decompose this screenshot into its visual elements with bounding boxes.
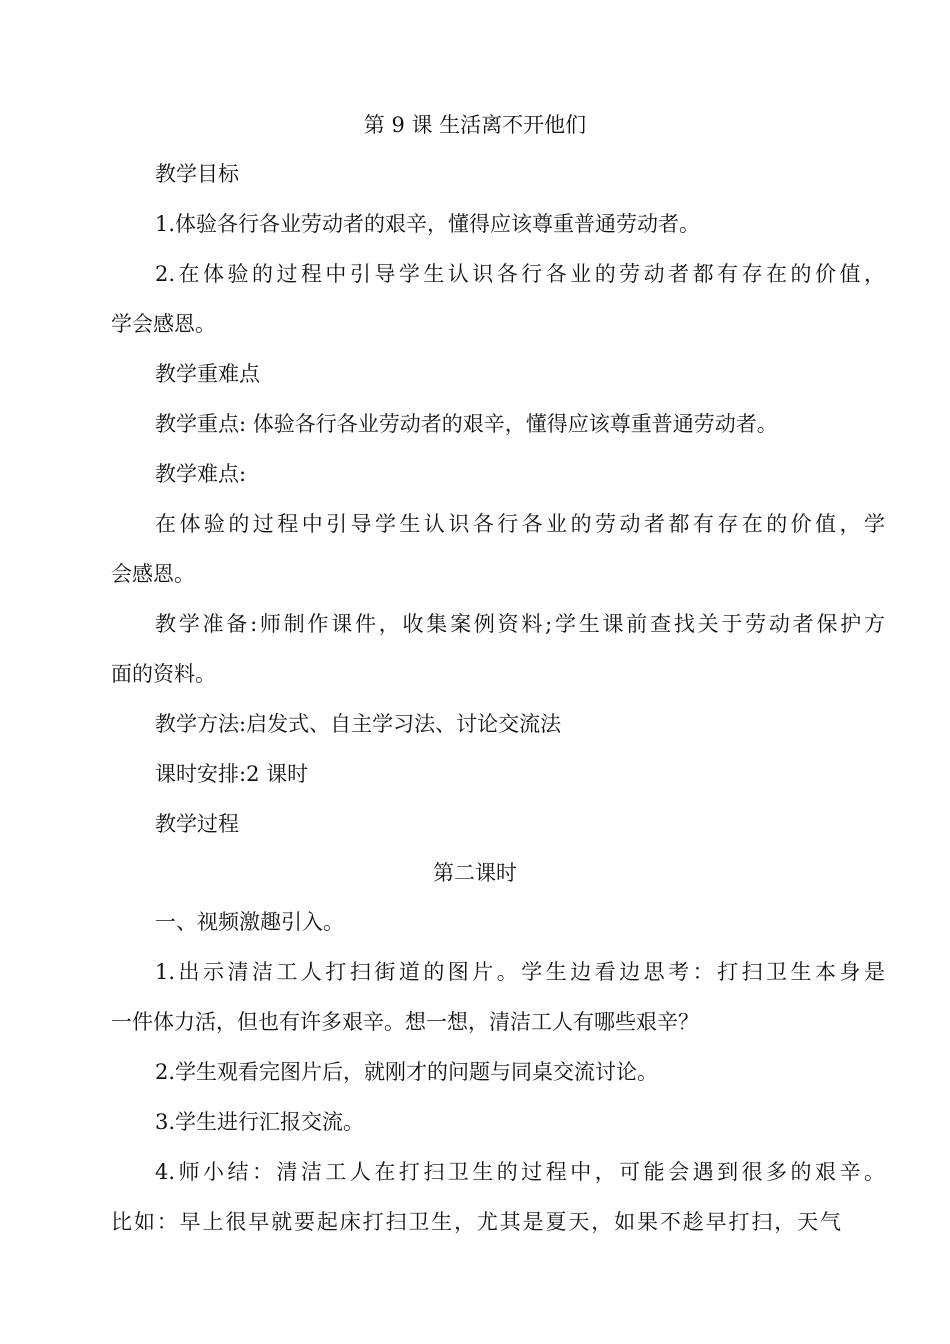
preparation-line-2: 面的资料。 [111, 662, 216, 686]
process-heading: 教学过程 [155, 812, 239, 836]
difficult-heading: 教学难点: [155, 462, 247, 486]
step-4-line-2: 比如：早上很早就要起床打扫卫生，尤其是夏天，如果不趁早打扫，天气 [111, 1210, 841, 1234]
class-schedule: 课时安排:2 课时 [155, 762, 309, 786]
step-2: 2.学生观看完图片后，就刚才的问题与同桌交流讨论。 [155, 1060, 659, 1084]
step-3: 3.学生进行汇报交流。 [155, 1110, 365, 1134]
session-title: 第二课时 [433, 861, 517, 885]
step-4-line-1: 4.师小结：清洁工人在打扫卫生的过程中，可能会遇到很多的艰辛。 [155, 1160, 885, 1184]
key-point: 教学重点: 体验各行各业劳动者的艰辛，懂得应该尊重普通劳动者。 [155, 412, 778, 436]
goal-heading: 教学目标 [155, 162, 239, 186]
goal-item-2-line-2: 学会感恩。 [111, 312, 216, 336]
teaching-method: 教学方法:启发式、自主学习法、讨论交流法 [155, 712, 562, 736]
lesson-title: 第 9 课 生活离不开他们 [363, 113, 587, 137]
section-heading-1: 一、视频激趣引入。 [155, 910, 344, 934]
preparation-line-1: 教学准备:师制作课件，收集案例资料;学生课前查找关于劳动者保护方 [155, 612, 885, 636]
goal-item-2-line-1: 2.在体验的过程中引导学生认识各行各业的劳动者都有存在的价值， [155, 262, 885, 286]
difficult-point-line-2: 会感恩。 [111, 562, 195, 586]
key-difficult-heading: 教学重难点 [155, 362, 260, 386]
difficult-point-line-1: 在体验的过程中引导学生认识各行各业的劳动者都有存在的价值，学 [155, 512, 885, 536]
goal-item-1: 1.体验各行各业劳动者的艰辛，懂得应该尊重普通劳动者。 [155, 212, 701, 236]
step-1-line-2: 一件体力活，但也有许多艰辛。想一想，清洁工人有哪些艰辛？ [111, 1010, 699, 1034]
step-1-line-1: 1.出示清洁工人打扫街道的图片。学生边看边思考：打扫卫生本身是 [155, 960, 885, 984]
